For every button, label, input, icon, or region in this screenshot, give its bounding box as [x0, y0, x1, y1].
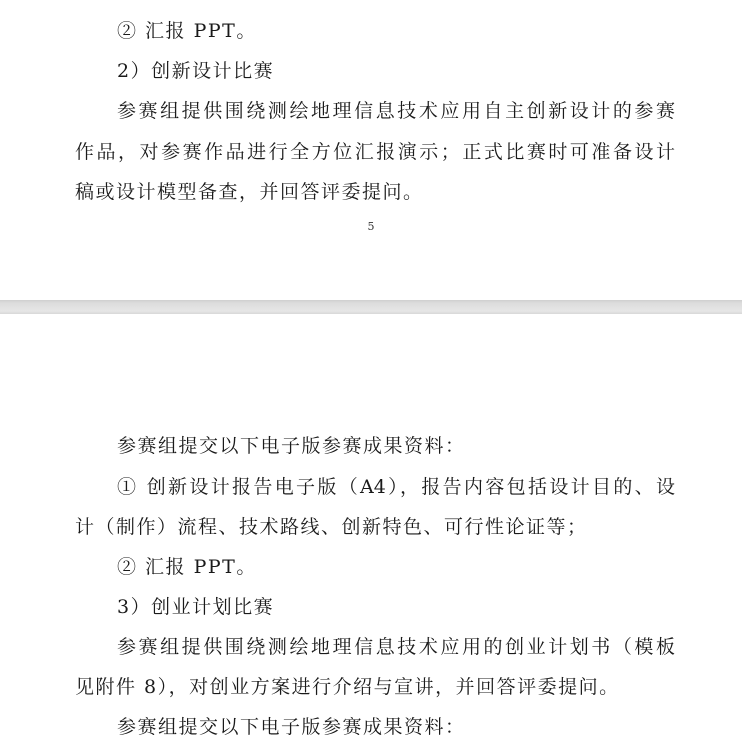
- paragraph-line: 参赛组提供围绕测绘地理信息技术应用自主创新设计的参赛: [117, 100, 675, 122]
- document-page-5: [0, 0, 742, 300]
- page-number: 5: [367, 220, 375, 233]
- section-heading-business-plan: 3）创业计划比赛: [117, 596, 275, 618]
- paragraph-line: 稿或设计模型备查，并回答评委提问。: [75, 181, 424, 203]
- item-ppt-report: ② 汇报 PPT。: [117, 20, 257, 42]
- page-separator: [0, 300, 742, 314]
- paragraph-line: 参赛组提供围绕测绘地理信息技术应用的创业计划书（模板: [117, 636, 675, 658]
- document-page-6: [0, 314, 742, 748]
- paragraph-line: 计（制作）流程、技术路线、创新特色、可行性论证等；: [75, 516, 588, 538]
- section-heading-innovation-design: 2）创新设计比赛: [117, 60, 275, 82]
- paragraph-line: 作品，对参赛作品进行全方位汇报演示；正式比赛时可准备设计: [75, 141, 675, 163]
- paragraph-line: 参赛组提交以下电子版参赛成果资料：: [117, 716, 466, 738]
- list-item-design-report: ① 创新设计报告电子版（A4），报告内容包括设计目的、设: [117, 476, 675, 498]
- paragraph-line: 见附件 8），对创业方案进行介绍与宣讲，并回答评委提问。: [75, 676, 620, 698]
- paragraph-line: 参赛组提交以下电子版参赛成果资料：: [117, 435, 466, 457]
- item-ppt-report: ② 汇报 PPT。: [117, 556, 257, 578]
